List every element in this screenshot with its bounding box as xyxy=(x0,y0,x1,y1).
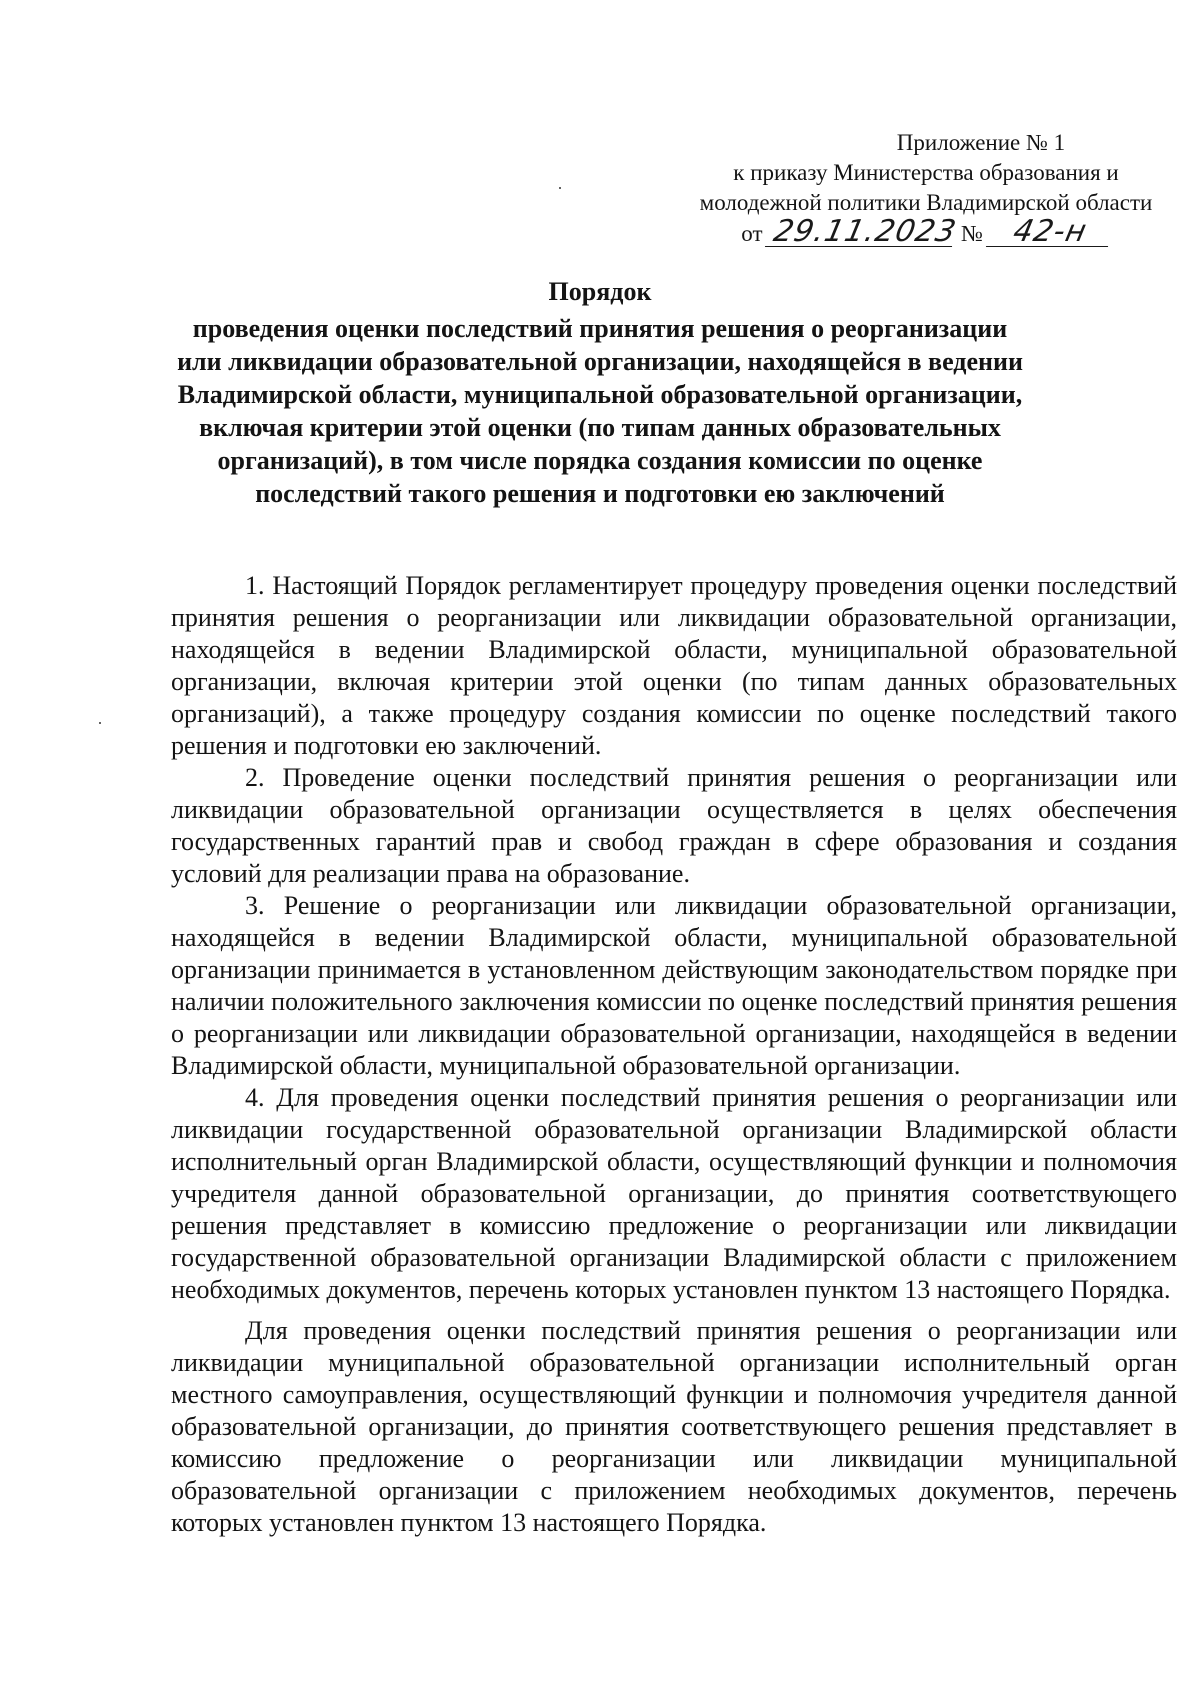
handwritten-number: 42-н xyxy=(986,218,1114,247)
paragraph-3: 3. Решение о реорганизации или ликвидации образовательной организации, находящейся в ведении Владимирской области, муниципальной образовательной организации принимается в установленном действующим законодательством порядке при наличии положительного заключения комиссии по оценке последствий принятия решения о реорганизации или ликвидации образовательной организации, находящейся в ведении Владимирской области, муниципальной образовательной организации. xyxy=(171,891,1177,1080)
appendix-date-number xyxy=(676,214,1176,249)
document-body xyxy=(171,570,1177,1539)
document-title xyxy=(170,275,1030,510)
title-subtitle: проведения оценки последствий принятия решения о реорганизации или ликвидации образовательной организации, находящейся в ведении Владимирской области, муниципальной образовательной организации, включая критерии этой оценки (по типам данных образовательных организаций), в том числе порядка создания комиссии по оценке последствий такого решения и подготовки ею заключений xyxy=(177,314,1023,508)
scan-speck xyxy=(559,187,561,189)
paragraph-2: 2. Проведение оценки последствий принятия решения о реорганизации или ликвидации образовательной организации осуществляется в целях обеспечения государственных гарантий прав и свобод граждан в сфере образования и создания условий для реализации права на образование. xyxy=(171,763,1177,888)
appendix-order-ref: к приказу Министерства образования и xyxy=(733,160,1119,185)
paragraph-4-continuation: Для проведения оценки последствий принятия решения о реорганизации или ликвидации муниципальной образовательной организации исполнительный орган местного самоуправления, осуществляющий функции и полномочия учредителя данной образовательной организации, до принятия соответствующего решения представляет в комиссию предложение о реорганизации или ликвидации муниципальной образовательной организации с приложением необходимых документов, перечень которых установлен пунктом 13 настоящего Порядка. xyxy=(171,1316,1177,1537)
handwritten-date: 29.11.2023 xyxy=(765,218,958,247)
scan-speck xyxy=(99,722,101,724)
paragraph-1: 1. Настоящий Порядок регламентирует процедуру проведения оценки последствий принятия решения о реорганизации или ликвидации образовательной организации, находящейся в ведении Владимирской области, муниципальной образовательной организации, включая критерии этой оценки (по типам данных образовательных организаций), а также процедуру создания комиссии по оценке последствий такого решения и подготовки ею заключений. xyxy=(171,571,1177,760)
appendix-header xyxy=(676,128,1176,249)
appendix-ministry: молодежной политики Владимирской области xyxy=(699,190,1153,215)
title-main: Порядок xyxy=(548,277,652,306)
number-prefix: № xyxy=(961,221,983,246)
date-prefix: от xyxy=(741,221,763,246)
appendix-title: Приложение № 1 xyxy=(896,130,1066,155)
paragraph-4: 4. Для проведения оценки последствий принятия решения о реорганизации или ликвидации государственной образовательной организации Владимирской области исполнительный орган Владимирской области, осуществляющий функции и полномочия учредителя данной образовательной организации, до принятия соответствующего решения представляет в комиссию предложение о реорганизации или ликвидации государственной образовательной организации Владимирской области с приложением необходимых документов, перечень которых установлен пунктом 13 настоящего Порядка. xyxy=(171,1083,1177,1304)
